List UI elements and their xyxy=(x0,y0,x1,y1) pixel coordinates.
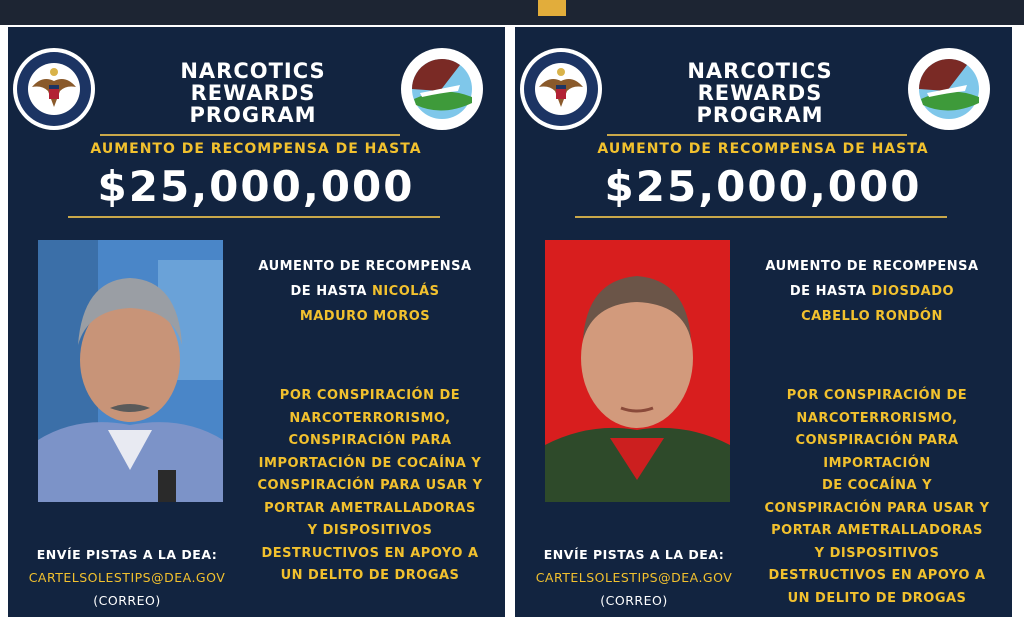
program-title-line: PROGRAM xyxy=(189,103,317,127)
program-title-line: REWARDS xyxy=(697,81,823,105)
dea-seal-icon xyxy=(400,47,484,131)
charge-line: PORTAR AMETRALLADORAS xyxy=(771,523,983,538)
top-bar xyxy=(0,0,1024,25)
charge-line: Y DISPOSITIVOS xyxy=(307,523,433,538)
reward-poster-maduro xyxy=(8,27,505,617)
charge-line: IMPORTACIÓN DE COCAÍNA Y xyxy=(258,455,482,471)
subject-photo xyxy=(545,240,730,502)
divider-line xyxy=(68,216,440,218)
reward-poster-cabello xyxy=(515,27,1012,617)
charges-list xyxy=(240,385,500,588)
top-bar-tab xyxy=(538,0,566,16)
subject-name-last: MADURO MOROS xyxy=(299,309,431,324)
subject-name-line xyxy=(240,280,490,303)
dea-seal-icon xyxy=(907,47,991,131)
reward-intro: AUMENTO DE RECOMPENSA DE HASTA xyxy=(597,141,929,157)
state-department-seal-icon xyxy=(519,47,603,131)
tips-email-link[interactable]: CARTELSOLESTIPS@DEA.GOV xyxy=(28,570,226,585)
charge-line: CONSPIRACIÓN PARA USAR Y xyxy=(257,478,483,493)
charge-line: NARCOTERRORISMO, xyxy=(796,410,958,426)
state-department-seal-icon xyxy=(12,47,96,131)
charge-line: DESTRUCTIVOS EN APOYO A xyxy=(261,545,479,561)
subject-name-first: NICOLÁS xyxy=(371,284,440,299)
tips-block xyxy=(22,543,232,612)
tips-heading: ENVÍE PISTAS A LA DEA: xyxy=(543,547,725,562)
subject-intro-line: AUMENTO DE RECOMPENSA xyxy=(258,259,472,274)
charge-line: DESTRUCTIVOS EN APOYO A xyxy=(768,568,986,583)
subject-intro-line: AUMENTO DE RECOMPENSA xyxy=(765,259,979,274)
reward-amount: $25,000,000 xyxy=(97,162,415,211)
charge-line: NARCOTERRORISMO, xyxy=(289,410,451,426)
reward-amount: $25,000,000 xyxy=(604,162,922,211)
charge-line: Y DISPOSITIVOS xyxy=(814,545,940,561)
charge-line: DE COCAÍNA Y xyxy=(821,478,933,493)
program-title-line: REWARDS xyxy=(190,81,316,105)
divider-line xyxy=(607,134,907,136)
tips-block xyxy=(529,543,739,612)
tips-note: (CORREO) xyxy=(600,593,668,608)
divider-line xyxy=(575,216,947,218)
poster-divider xyxy=(507,27,513,620)
charge-line: IMPORTACIÓN xyxy=(823,455,931,471)
tips-note: (CORREO) xyxy=(93,593,161,608)
charge-line: CONSPIRACIÓN PARA USAR Y xyxy=(764,500,990,516)
reward-intro: AUMENTO DE RECOMPENSA DE HASTA xyxy=(90,141,422,157)
charge-line: CONSPIRACIÓN PARA xyxy=(288,433,452,448)
subject-name-last: CABELLO RONDÓN xyxy=(801,309,943,324)
program-title-line: NARCOTICS xyxy=(180,59,326,83)
charge-line: POR CONSPIRACIÓN DE xyxy=(786,388,968,403)
subject-prefix: DE HASTA xyxy=(789,284,872,299)
charge-line: CONSPIRACIÓN PARA xyxy=(795,433,959,448)
charge-line: PORTAR AMETRALLADORAS xyxy=(264,500,476,516)
subject-name-first: DIOSDADO xyxy=(871,284,955,299)
divider-line xyxy=(100,134,400,136)
charge-line: UN DELITO DE DROGAS xyxy=(280,568,460,583)
tips-heading: ENVÍE PISTAS A LA DEA: xyxy=(36,547,218,562)
tips-email-link[interactable]: CARTELSOLESTIPS@DEA.GOV xyxy=(535,570,733,585)
program-title-line: PROGRAM xyxy=(696,103,824,127)
subject-prefix: DE HASTA xyxy=(290,284,372,299)
charge-line: POR CONSPIRACIÓN DE xyxy=(279,388,461,403)
subject-name-line xyxy=(747,280,997,303)
charge-line: UN DELITO DE DROGAS xyxy=(787,590,967,606)
subject-photo xyxy=(38,240,223,502)
charges-list xyxy=(747,385,1007,610)
program-title-line: NARCOTICS xyxy=(687,59,833,83)
